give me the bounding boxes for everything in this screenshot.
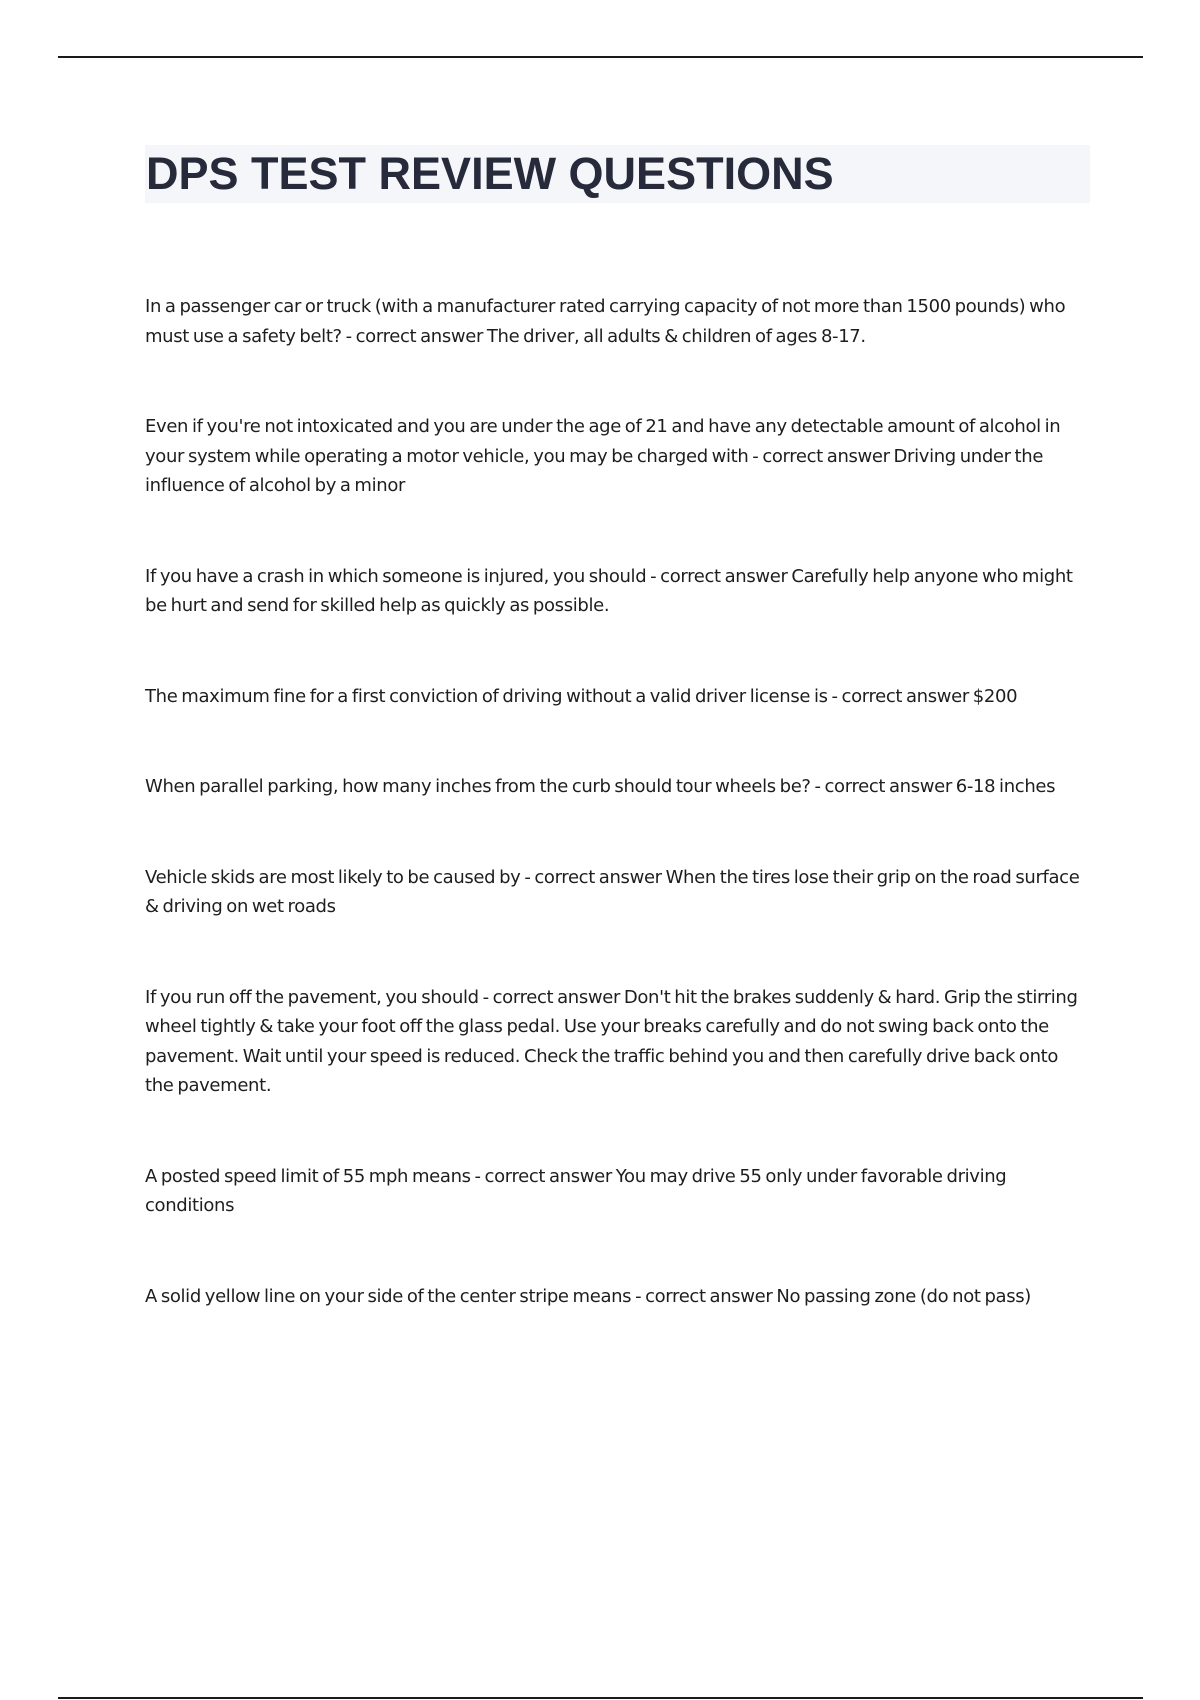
qa-item: In a passenger car or truck (with a manufacturer rated carrying capacity of not more than 1500 pounds) who must use a safety belt? - correct answer The driver, all adults & children of ages 8-17. xyxy=(145,296,1066,347)
bottom-rule xyxy=(58,1697,1143,1699)
qa-item: A solid yellow line on your side of the center stripe means - correct answer No passing zone (do not pass) xyxy=(145,1285,1031,1307)
qa-item: If you run off the pavement, you should - correct answer Don't hit the brakes suddenly & hard. Grip the stirring wheel tightly & take your foot off the glass pedal. Use your breaks carefully and do not swing back onto the pavement. Wait until your speed is reduced. Check the traffic behind you and then carefully drive back onto the pavement. xyxy=(145,986,1078,1096)
document-title: DPS TEST REVIEW QUESTIONS xyxy=(146,148,834,199)
qa-item: A posted speed limit of 55 mph means - correct answer You may drive 55 only under favorable driving conditions xyxy=(145,1165,1007,1216)
qa-item: Even if you're not intoxicated and you are under the age of 21 and have any detectable amount of alcohol in your system while operating a motor vehicle, you may be charged with - correct answer Driving under the influence of alcohol by a minor xyxy=(145,416,1061,496)
qa-item: The maximum fine for a first conviction of driving without a valid driver license is - correct answer $200 xyxy=(145,685,1018,707)
top-rule xyxy=(58,56,1143,58)
qa-item: Vehicle skids are most likely to be caused by - correct answer When the tires lose their grip on the road surface & driving on wet roads xyxy=(145,866,1080,917)
qa-item: When parallel parking, how many inches from the curb should tour wheels be? - correct answer 6-18 inches xyxy=(145,776,1056,797)
qa-list xyxy=(145,292,1090,1372)
qa-item: If you have a crash in which someone is injured, you should - correct answer Carefully help anyone who might be hurt and send for skilled help as quickly as possible. xyxy=(145,565,1073,616)
